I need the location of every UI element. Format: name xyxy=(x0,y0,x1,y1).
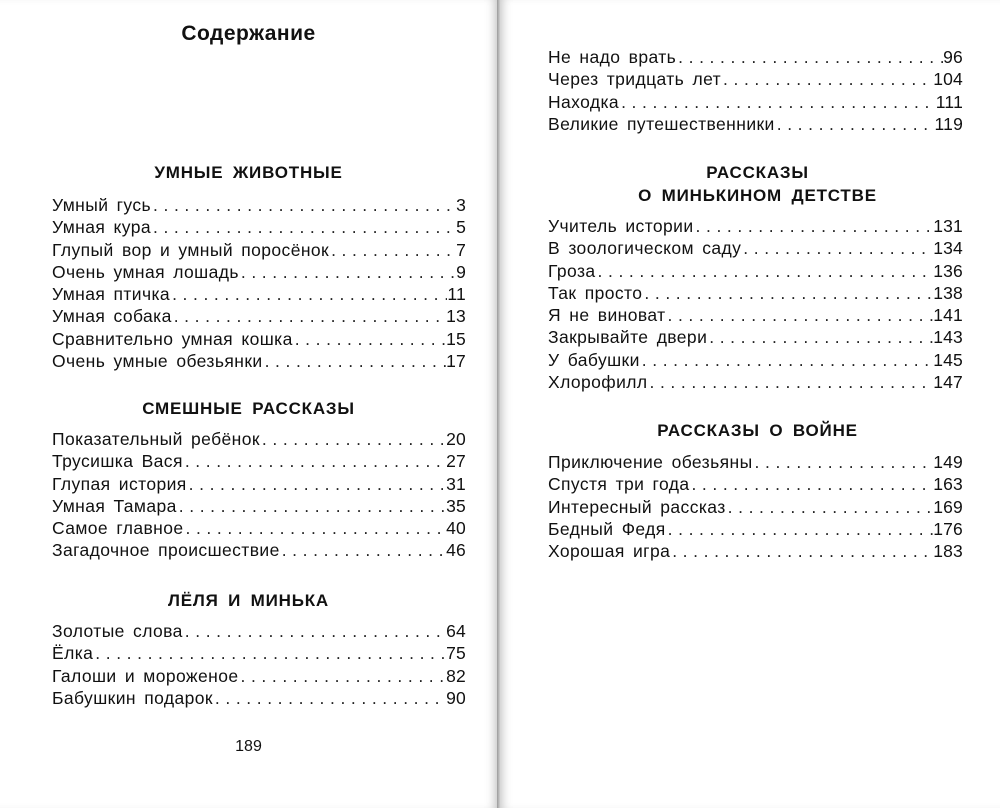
dot-leader xyxy=(238,665,446,687)
toc-list-minka-childhood xyxy=(548,215,963,393)
entry-page: 13 xyxy=(446,306,466,327)
toc-entry[interactable] xyxy=(548,304,963,326)
toc-entry[interactable] xyxy=(548,237,963,259)
entry-title: Великие путешественники xyxy=(548,113,775,134)
entry-page: 7 xyxy=(456,239,466,260)
entry-page: 163 xyxy=(933,474,963,495)
toc-entry[interactable] xyxy=(52,428,466,450)
entry-page: 9 xyxy=(456,261,466,282)
entry-page: 138 xyxy=(933,282,963,303)
section-heading-lelya-minka: ЛЁЛЯ И МИНЬКА xyxy=(167,591,330,610)
toc-entry[interactable] xyxy=(52,216,466,238)
page-number: 189 xyxy=(235,738,262,755)
toc-entry[interactable] xyxy=(548,282,963,304)
dot-leader xyxy=(741,237,933,259)
entry-title: Закрывайте двери xyxy=(548,327,708,348)
dot-leader xyxy=(151,194,456,216)
toc-entry[interactable] xyxy=(52,283,466,305)
toc-entry[interactable] xyxy=(52,620,466,642)
entry-page: 119 xyxy=(934,113,963,134)
entry-page: 46 xyxy=(446,540,466,561)
entry-page: 64 xyxy=(446,621,466,641)
entry-title: Умная Тамара xyxy=(52,495,177,516)
entry-page: 27 xyxy=(446,451,466,472)
dot-leader xyxy=(647,371,933,393)
entry-title: Золотые слова xyxy=(52,621,183,641)
entry-title: У бабушки xyxy=(548,349,640,370)
entry-page: 147 xyxy=(933,372,963,393)
dot-leader xyxy=(640,349,933,371)
entry-page: 141 xyxy=(933,305,963,326)
entry-page: 169 xyxy=(933,496,963,517)
dot-leader xyxy=(172,305,446,327)
toc-entry[interactable] xyxy=(548,371,963,393)
entry-title: Бедный Федя xyxy=(548,518,666,539)
entry-page: 31 xyxy=(446,473,466,494)
entry-title: Не надо врать xyxy=(548,47,677,67)
left-page xyxy=(0,0,497,808)
entry-page: 111 xyxy=(935,91,963,112)
toc-entry[interactable] xyxy=(548,496,963,518)
dot-leader xyxy=(666,518,934,540)
entry-page: 176 xyxy=(933,518,963,539)
dot-leader xyxy=(93,642,446,664)
entry-page: 20 xyxy=(446,429,466,449)
entry-title: Трусишка Вася xyxy=(52,451,183,472)
entry-page: 145 xyxy=(933,349,963,370)
entry-title: Хорошая игра xyxy=(548,541,671,562)
entry-page: 96 xyxy=(943,47,963,67)
dot-leader xyxy=(775,113,935,135)
entry-title: Очень умная лошадь xyxy=(52,261,239,282)
entry-title: Очень умные обезьянки xyxy=(52,351,263,372)
toc-entry[interactable] xyxy=(52,517,466,539)
dot-leader xyxy=(293,328,446,350)
entry-page: 15 xyxy=(446,328,466,349)
dot-leader xyxy=(596,260,934,282)
entry-title: Показательный ребёнок xyxy=(52,429,260,449)
dot-leader xyxy=(721,68,933,90)
entry-page: 131 xyxy=(933,216,963,236)
toc-entry[interactable] xyxy=(52,539,466,561)
dot-leader xyxy=(689,473,933,495)
entry-page: 17 xyxy=(446,351,466,372)
dot-leader xyxy=(183,620,446,642)
entry-title: Интересный рассказ xyxy=(548,496,726,517)
dot-leader xyxy=(151,216,456,238)
entry-page: 82 xyxy=(446,665,466,686)
toc-entry[interactable] xyxy=(52,665,466,687)
entry-page: 5 xyxy=(456,217,466,238)
entry-title: Учитель истории xyxy=(548,216,694,236)
entry-title: Хлорофилл xyxy=(548,372,648,393)
entry-title: Так просто xyxy=(548,282,643,303)
entry-title: Я не виноват xyxy=(548,305,666,326)
toc-entry[interactable] xyxy=(52,261,466,283)
dot-leader xyxy=(187,473,446,495)
toc-list-lelya-minka xyxy=(52,620,466,709)
toc-list-war-stories xyxy=(548,451,963,562)
dot-leader xyxy=(642,282,933,304)
toc-entry[interactable] xyxy=(548,46,963,68)
dot-leader xyxy=(329,239,456,261)
toc-entry[interactable] xyxy=(52,473,466,495)
dot-leader xyxy=(260,428,446,450)
right-page xyxy=(500,0,1000,808)
entry-title: Умная собака xyxy=(52,306,172,327)
entry-page: 143 xyxy=(933,327,963,348)
entry-page: 149 xyxy=(933,452,963,472)
entry-title: Умная кура xyxy=(52,217,151,238)
toc-entry[interactable] xyxy=(52,305,466,327)
toc-list-funny-stories xyxy=(52,428,466,562)
toc-list-smart-animals xyxy=(52,194,466,372)
toc-entry[interactable] xyxy=(548,451,963,473)
entry-title: В зоологическом саду xyxy=(548,238,742,259)
dot-leader xyxy=(184,517,447,539)
dot-leader xyxy=(170,283,447,305)
dot-leader xyxy=(183,450,446,472)
toc-entry[interactable] xyxy=(52,495,466,517)
toc-entry[interactable] xyxy=(52,687,466,709)
entry-page: 11 xyxy=(447,284,466,305)
dot-leader xyxy=(619,91,936,113)
dot-leader xyxy=(726,496,934,518)
entry-title: Сравнительно умная кошка xyxy=(52,328,293,349)
entry-title: Загадочное происшествие xyxy=(52,540,280,561)
section-heading-funny-stories: СМЕШНЫЕ РАССКАЗЫ xyxy=(142,399,355,418)
toc-entry[interactable] xyxy=(52,239,466,261)
toc-entry[interactable] xyxy=(52,350,466,372)
toc-entry[interactable] xyxy=(548,215,963,237)
entry-page: 136 xyxy=(933,260,963,281)
toc-entry[interactable] xyxy=(548,68,963,90)
dot-leader xyxy=(239,261,456,283)
toc-entry[interactable] xyxy=(52,328,466,350)
dot-leader xyxy=(280,539,446,561)
entry-title: Ёлка xyxy=(52,643,94,664)
entry-title: Умный гусь xyxy=(52,195,152,215)
entry-title: Самое главное xyxy=(52,518,184,539)
toc-entry[interactable] xyxy=(52,642,466,664)
entry-title: Находка xyxy=(548,91,620,112)
entry-title: Приключение обезьяны xyxy=(548,452,753,472)
section-heading-war-stories: РАССКАЗЫ О ВОЙНЕ xyxy=(657,421,858,440)
toc-list-continued xyxy=(548,46,963,135)
section-heading-minka-childhood-line1: РАССКАЗЫ xyxy=(706,163,809,182)
entry-title: Умная птичка xyxy=(52,284,171,305)
dot-leader xyxy=(263,350,447,372)
toc-entry[interactable] xyxy=(548,473,963,495)
dot-leader xyxy=(666,304,934,326)
dot-leader xyxy=(694,215,934,237)
entry-title: Спустя три года xyxy=(548,474,690,495)
toc-entry[interactable] xyxy=(548,326,963,348)
dot-leader xyxy=(670,540,933,562)
toc-entry[interactable] xyxy=(52,194,466,216)
entry-page: 75 xyxy=(446,643,466,664)
toc-entry[interactable] xyxy=(548,260,963,282)
entry-title: Глупая история xyxy=(52,473,187,494)
section-heading-minka-childhood-line2: О МИНЬКИНОМ ДЕТСТВЕ xyxy=(638,186,877,205)
toc-entry[interactable] xyxy=(52,450,466,472)
toc-entry[interactable] xyxy=(548,540,963,562)
entry-page: 3 xyxy=(456,195,466,215)
entry-page: 35 xyxy=(446,495,466,516)
dot-leader xyxy=(753,451,934,473)
entry-page: 104 xyxy=(933,69,963,90)
section-heading-smart-animals: УМНЫЕ ЖИВОТНЫЕ xyxy=(154,163,343,182)
entry-page: 134 xyxy=(933,238,963,259)
dot-leader xyxy=(676,46,943,68)
toc-entry[interactable] xyxy=(548,518,963,540)
entry-title: Галоши и мороженое xyxy=(52,665,239,686)
entry-page: 183 xyxy=(933,541,963,562)
entry-page: 90 xyxy=(446,687,466,708)
entry-title: Бабушкин подарок xyxy=(52,687,213,708)
dot-leader xyxy=(213,687,446,709)
entry-title: Гроза xyxy=(548,260,596,281)
page-title: Содержание xyxy=(181,22,316,45)
entry-title: Глупый вор и умный поросёнок xyxy=(52,239,330,260)
toc-entry[interactable] xyxy=(548,91,963,113)
toc-entry[interactable] xyxy=(548,113,963,135)
dot-leader xyxy=(177,495,446,517)
entry-title: Через тридцать лет xyxy=(548,69,722,90)
toc-entry[interactable] xyxy=(548,349,963,371)
dot-leader xyxy=(707,326,933,348)
entry-page: 40 xyxy=(446,518,466,539)
